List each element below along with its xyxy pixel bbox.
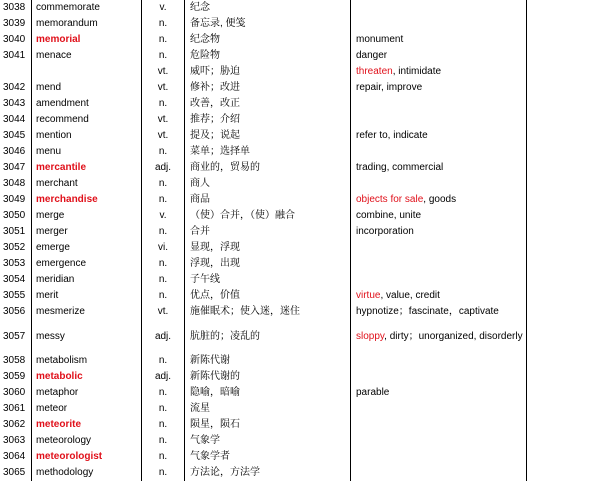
entry-word: mercantile [32, 160, 142, 176]
part-of-speech: adj. [142, 320, 185, 353]
extra-column [527, 128, 600, 144]
entry-number: 3059 [3, 371, 26, 382]
entry-number: 3052 [3, 242, 26, 253]
extra-column [527, 144, 600, 160]
entry-number: 3041 [3, 50, 26, 61]
entry-word: merchandise [32, 192, 142, 208]
extra-column [527, 353, 600, 369]
synonym-text: hypnotize；fascinate，captivate [356, 306, 499, 317]
part-of-speech: n. [142, 449, 185, 465]
part-of-speech: vt. [142, 128, 185, 144]
synonyms [351, 144, 527, 160]
entry-word: emerge [32, 240, 142, 256]
chinese-meaning: 商品 [185, 192, 351, 208]
synonym-text: objects for sale [356, 194, 424, 205]
extra-column [527, 0, 600, 16]
synonyms [351, 160, 527, 176]
entry-word: mend [32, 80, 142, 96]
vocab-row [0, 16, 600, 32]
entry-word: metabolism [32, 353, 142, 369]
entry-word: menace [32, 48, 142, 64]
vocab-row [0, 32, 600, 48]
extra-column [527, 96, 600, 112]
chinese-meaning: 优点，价值 [185, 288, 351, 304]
synonyms [351, 176, 527, 192]
entry-word: meteor [32, 401, 142, 417]
vocab-row [0, 224, 600, 240]
synonym-text: refer to, indicate [356, 130, 428, 141]
part-of-speech: n. [142, 465, 185, 481]
entry-number: 3061 [3, 403, 26, 414]
extra-column [527, 449, 600, 465]
chinese-meaning: 子午线 [185, 272, 351, 288]
entry-number: 3055 [3, 290, 26, 301]
entry-word: merge [32, 208, 142, 224]
chinese-meaning: 修补；改进 [185, 80, 351, 96]
vocab-row [0, 288, 600, 304]
chinese-meaning: 新陈代谢 [185, 353, 351, 369]
vocab-row [0, 272, 600, 288]
extra-column [527, 48, 600, 64]
synonyms [351, 433, 527, 449]
entry-number: 3051 [3, 226, 26, 237]
synonyms [351, 112, 527, 128]
vocab-row [0, 0, 600, 16]
vocab-row [0, 433, 600, 449]
synonym-text: monument [356, 34, 404, 45]
extra-column [527, 401, 600, 417]
vocab-row [0, 176, 600, 192]
vocab-row [0, 385, 600, 401]
chinese-meaning: 改善，改正 [185, 96, 351, 112]
extra-column [527, 256, 600, 272]
vocab-row [0, 208, 600, 224]
extra-column [527, 369, 600, 385]
synonym-text: combine, unite [356, 210, 422, 221]
vocab-row [0, 192, 600, 208]
part-of-speech: adj. [142, 160, 185, 176]
extra-column [527, 240, 600, 256]
part-of-speech: n. [142, 401, 185, 417]
entry-word: mention [32, 128, 142, 144]
synonyms [351, 304, 527, 320]
part-of-speech: vt. [142, 112, 185, 128]
extra-column [527, 208, 600, 224]
entry-word: merit [32, 288, 142, 304]
synonyms [351, 272, 527, 288]
entry-number: 3046 [3, 146, 26, 157]
entry-word: memorial [32, 32, 142, 48]
chinese-meaning: 推荐；介绍 [185, 112, 351, 128]
vocab-row [0, 304, 600, 320]
vocab-row [0, 160, 600, 176]
entry-word: meteorologist [32, 449, 142, 465]
extra-column [527, 385, 600, 401]
extra-column [527, 64, 600, 80]
synonym-text: , value, credit [380, 290, 440, 301]
chinese-meaning: 显现，浮现 [185, 240, 351, 256]
vocab-row [0, 128, 600, 144]
synonyms [351, 208, 527, 224]
synonym-text: , intimidate [392, 66, 442, 77]
part-of-speech: vt. [142, 80, 185, 96]
part-of-speech: vt. [142, 304, 185, 320]
part-of-speech: n. [142, 16, 185, 32]
chinese-meaning: 提及；说起 [185, 128, 351, 144]
vocab-row [0, 80, 600, 96]
vocab-row [0, 401, 600, 417]
chinese-meaning: 菜单；选择单 [185, 144, 351, 160]
vocab-row [0, 449, 600, 465]
synonyms [351, 288, 527, 304]
synonyms [351, 128, 527, 144]
vocab-row [0, 320, 600, 353]
chinese-meaning: 流星 [185, 401, 351, 417]
chinese-meaning: 新陈代谢的 [185, 369, 351, 385]
entry-number: 3054 [3, 274, 26, 285]
entry-word: emergence [32, 256, 142, 272]
synonym-text: virtue [356, 290, 381, 301]
entry-number: 3045 [3, 130, 26, 141]
part-of-speech: n. [142, 144, 185, 160]
entry-number: 3040 [3, 34, 26, 45]
entry-word: meteorology [32, 433, 142, 449]
entry-word [32, 64, 142, 80]
extra-column [527, 32, 600, 48]
extra-column [527, 288, 600, 304]
vocab-row [0, 240, 600, 256]
part-of-speech: n. [142, 353, 185, 369]
synonym-text: threaten [356, 66, 393, 77]
chinese-meaning: 陨星，陨石 [185, 417, 351, 433]
synonyms [351, 224, 527, 240]
part-of-speech: n. [142, 256, 185, 272]
extra-column [527, 224, 600, 240]
synonyms [351, 465, 527, 481]
extra-column [527, 192, 600, 208]
chinese-meaning: 气象学 [185, 433, 351, 449]
chinese-meaning: 施催眠术；使入迷，迷住 [185, 304, 351, 320]
part-of-speech: n. [142, 32, 185, 48]
extra-column [527, 272, 600, 288]
entry-word: metabolic [32, 369, 142, 385]
vocab-row [0, 369, 600, 385]
vocab-row [0, 48, 600, 64]
part-of-speech: n. [142, 176, 185, 192]
entry-number: 3063 [3, 435, 26, 446]
part-of-speech: v. [142, 0, 185, 16]
synonyms [351, 80, 527, 96]
part-of-speech: n. [142, 288, 185, 304]
chinese-meaning: 肮脏的；凌乱的 [185, 320, 351, 353]
part-of-speech: n. [142, 96, 185, 112]
extra-column [527, 417, 600, 433]
entry-word: menu [32, 144, 142, 160]
chinese-meaning: 纪念 [185, 0, 351, 16]
extra-column [527, 465, 600, 481]
entry-number: 3056 [3, 306, 26, 317]
vocab-row [0, 96, 600, 112]
synonyms [351, 353, 527, 369]
part-of-speech: adj. [142, 369, 185, 385]
entry-number: 3047 [3, 162, 26, 173]
synonym-text: trading, commercial [356, 162, 444, 173]
vocab-row [0, 64, 600, 80]
entry-word: commemorate [32, 0, 142, 16]
chinese-meaning: 商人 [185, 176, 351, 192]
chinese-meaning: 隐喻，暗喻 [185, 385, 351, 401]
entry-word: memorandum [32, 16, 142, 32]
chinese-meaning: 威吓；胁迫 [185, 64, 351, 80]
entry-word: methodology [32, 465, 142, 481]
chinese-meaning: 合并 [185, 224, 351, 240]
extra-column [527, 80, 600, 96]
vocab-row [0, 256, 600, 272]
synonyms [351, 240, 527, 256]
extra-column [527, 433, 600, 449]
synonyms [351, 192, 527, 208]
synonym-text: , dirty；unorganized, disorderly [384, 330, 523, 342]
chinese-meaning: 商业的，贸易的 [185, 160, 351, 176]
synonyms [351, 0, 527, 16]
chinese-meaning: （使）合并，（使）融合 [185, 208, 351, 224]
synonyms [351, 449, 527, 465]
synonym-text: , goods [423, 194, 457, 205]
entry-number: 3049 [3, 194, 26, 205]
entry-word: meridian [32, 272, 142, 288]
part-of-speech: n. [142, 192, 185, 208]
part-of-speech: n. [142, 433, 185, 449]
part-of-speech: vi. [142, 240, 185, 256]
vocab-row [0, 465, 600, 481]
extra-column [527, 320, 600, 353]
synonyms [351, 369, 527, 385]
chinese-meaning: 纪念物 [185, 32, 351, 48]
entry-word: merger [32, 224, 142, 240]
entry-word: metaphor [32, 385, 142, 401]
synonyms [351, 64, 527, 80]
entry-word: meteorite [32, 417, 142, 433]
entry-number: 3065 [3, 467, 26, 478]
synonyms [351, 417, 527, 433]
extra-column [527, 160, 600, 176]
part-of-speech: n. [142, 48, 185, 64]
entry-number: 3044 [3, 114, 26, 125]
extra-column [527, 16, 600, 32]
vocab-row [0, 112, 600, 128]
part-of-speech: n. [142, 417, 185, 433]
chinese-meaning: 方法论，方法学 [185, 465, 351, 481]
entry-number: 3043 [3, 98, 26, 109]
part-of-speech: n. [142, 385, 185, 401]
chinese-meaning: 浮现，出现 [185, 256, 351, 272]
synonym-text: danger [356, 50, 388, 61]
vocab-row [0, 144, 600, 160]
entry-word: mesmerize [32, 304, 142, 320]
part-of-speech: v. [142, 208, 185, 224]
synonym-text: incorporation [356, 226, 414, 237]
synonym-text: sloppy [356, 330, 385, 342]
synonym-text: parable [356, 387, 390, 398]
extra-column [527, 112, 600, 128]
entry-number: 3053 [3, 258, 26, 269]
chinese-meaning: 危险物 [185, 48, 351, 64]
entry-number: 3058 [3, 355, 26, 366]
synonyms [351, 401, 527, 417]
extra-column [527, 304, 600, 320]
entry-number: 3062 [3, 419, 26, 430]
entry-word: recommend [32, 112, 142, 128]
entry-number: 3039 [3, 18, 26, 29]
extra-column [527, 176, 600, 192]
entry-number: 3064 [3, 451, 26, 462]
synonyms [351, 32, 527, 48]
entry-number: 3050 [3, 210, 26, 221]
synonyms [351, 48, 527, 64]
chinese-meaning: 备忘录, 便笺 [185, 16, 351, 32]
entry-number [0, 64, 32, 80]
entry-word: messy [32, 320, 142, 353]
synonyms [351, 385, 527, 401]
synonyms [351, 256, 527, 272]
entry-number: 3060 [3, 387, 26, 398]
part-of-speech: n. [142, 224, 185, 240]
part-of-speech: vt. [142, 64, 185, 80]
part-of-speech: n. [142, 272, 185, 288]
synonyms [351, 16, 527, 32]
entry-word: amendment [32, 96, 142, 112]
vocab-row [0, 417, 600, 433]
synonym-text: repair, improve [356, 82, 423, 93]
synonyms [351, 320, 527, 353]
entry-number: 3057 [3, 330, 26, 342]
entry-word: merchant [32, 176, 142, 192]
entry-number: 3042 [3, 82, 26, 93]
chinese-meaning: 气象学者 [185, 449, 351, 465]
entry-number: 3048 [3, 178, 26, 189]
entry-number: 3038 [3, 2, 26, 13]
synonyms [351, 96, 527, 112]
vocab-row [0, 353, 600, 369]
